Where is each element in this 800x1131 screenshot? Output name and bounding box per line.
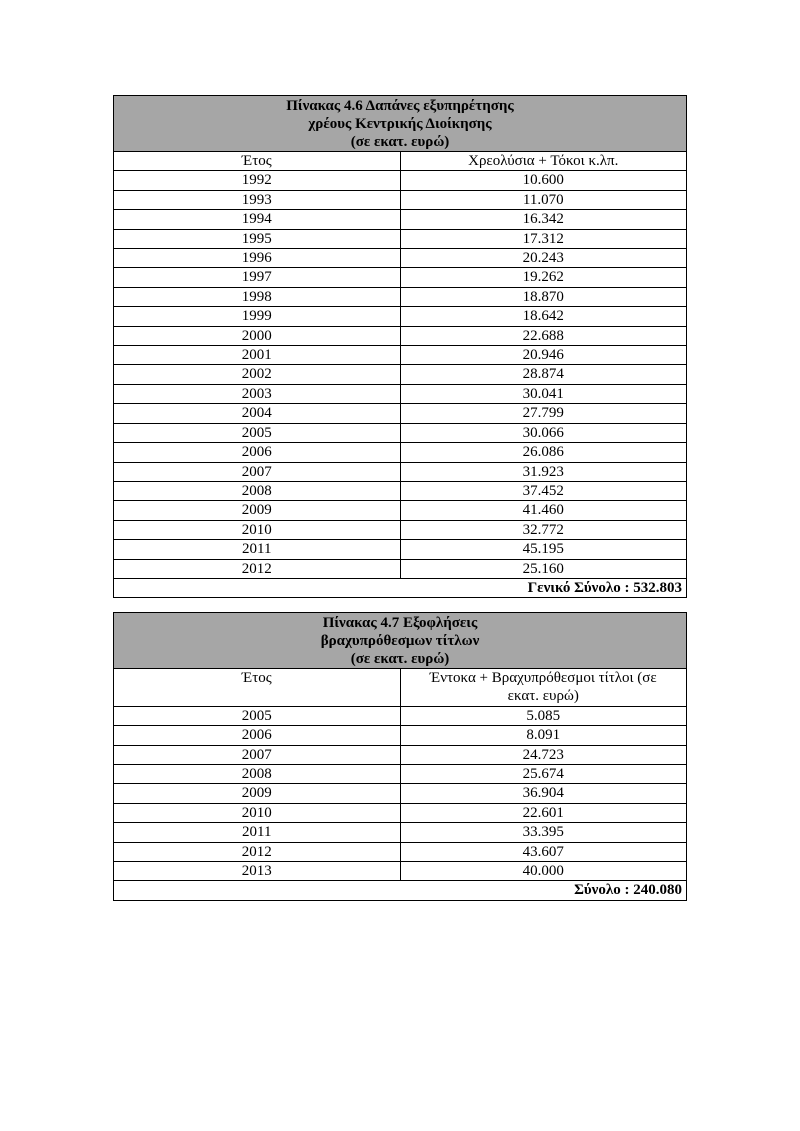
year-cell: 2005	[114, 423, 401, 442]
value-cell: 33.395	[400, 823, 687, 842]
year-cell: 1999	[114, 307, 401, 326]
table-row	[114, 706, 687, 725]
table-row	[114, 210, 687, 229]
year-cell: 2010	[114, 520, 401, 539]
header-row	[114, 669, 687, 707]
total: Σύνολο : 240.080	[114, 881, 687, 900]
table-row	[114, 745, 687, 764]
year-cell: 2008	[114, 765, 401, 784]
year-cell: 2000	[114, 326, 401, 345]
year-cell: 2006	[114, 726, 401, 745]
year-cell: 2001	[114, 346, 401, 365]
year-cell: 2012	[114, 559, 401, 578]
table-row	[114, 326, 687, 345]
header-row	[114, 152, 687, 171]
title-row	[114, 613, 687, 669]
short-term-rows	[114, 706, 687, 881]
value-cell: 37.452	[400, 481, 687, 500]
value-cell: 25.674	[400, 765, 687, 784]
value-cell: 17.312	[400, 229, 687, 248]
value-cell: 18.642	[400, 307, 687, 326]
table-title-line: βραχυπρόθεσμων τίτλων	[320, 633, 480, 649]
debt-service-table-body	[114, 96, 687, 171]
table-row	[114, 384, 687, 403]
value-cell: 30.041	[400, 384, 687, 403]
value-cell: 26.086	[400, 443, 687, 462]
value-cell: 31.923	[400, 462, 687, 481]
table-row	[114, 287, 687, 306]
table-title	[114, 613, 687, 669]
table-row	[114, 423, 687, 442]
value-cell: 30.066	[400, 423, 687, 442]
year-cell: 1997	[114, 268, 401, 287]
table-row	[114, 346, 687, 365]
table-row	[114, 171, 687, 190]
value-cell: 10.600	[400, 171, 687, 190]
value-cell: 25.160	[400, 559, 687, 578]
year-cell: 2009	[114, 784, 401, 803]
year-cell: 2007	[114, 462, 401, 481]
title-row	[114, 96, 687, 152]
value-cell: 36.904	[400, 784, 687, 803]
value-cell: 22.601	[400, 803, 687, 822]
value-cell: 20.946	[400, 346, 687, 365]
table-row	[114, 268, 687, 287]
column-header-year: Έτος	[114, 669, 401, 707]
year-cell: 2004	[114, 404, 401, 423]
column-header-year: Έτος	[114, 152, 401, 171]
table-row	[114, 481, 687, 500]
table-title-line: χρέους Κεντρικής Διοίκησης	[308, 116, 492, 132]
year-cell: 2010	[114, 803, 401, 822]
value-cell: 19.262	[400, 268, 687, 287]
year-cell: 2008	[114, 481, 401, 500]
year-cell: 1994	[114, 210, 401, 229]
year-cell: 2005	[114, 706, 401, 725]
table-row	[114, 803, 687, 822]
table-row	[114, 443, 687, 462]
table-row	[114, 462, 687, 481]
table-row	[114, 190, 687, 209]
year-cell: 2009	[114, 501, 401, 520]
value-cell: 28.874	[400, 365, 687, 384]
value-cell: 16.342	[400, 210, 687, 229]
table-title-line: (σε εκατ. ευρώ)	[350, 651, 450, 667]
table-row	[114, 249, 687, 268]
table-row	[114, 823, 687, 842]
table-row	[114, 842, 687, 861]
short-term-repayments-table	[113, 612, 687, 901]
table-title-line: (σε εκατ. ευρώ)	[350, 134, 450, 150]
value-cell: 27.799	[400, 404, 687, 423]
debt-service-footer	[114, 578, 687, 597]
table-row	[114, 784, 687, 803]
column-header-value-line: εκατ. ευρώ)	[507, 688, 579, 705]
total-row	[114, 578, 687, 597]
debt-service-rows	[114, 171, 687, 579]
year-cell: 1998	[114, 287, 401, 306]
year-cell: 1996	[114, 249, 401, 268]
value-cell: 5.085	[400, 706, 687, 725]
year-cell: 2006	[114, 443, 401, 462]
value-cell: 32.772	[400, 520, 687, 539]
table-row	[114, 501, 687, 520]
short-term-footer	[114, 881, 687, 900]
year-cell: 2002	[114, 365, 401, 384]
table-row	[114, 765, 687, 784]
year-cell: 2013	[114, 862, 401, 881]
year-cell: 1993	[114, 190, 401, 209]
value-cell: 43.607	[400, 842, 687, 861]
short-term-table-body	[114, 613, 687, 707]
table-row	[114, 229, 687, 248]
total-row	[114, 881, 687, 900]
table-title-line: Πίνακας 4.6 Δαπάνες εξυπηρέτησης	[286, 98, 514, 114]
value-cell: 22.688	[400, 326, 687, 345]
value-cell: 24.723	[400, 745, 687, 764]
value-cell: 11.070	[400, 190, 687, 209]
table-title-line: Πίνακας 4.7 Εξοφλήσεις	[322, 615, 478, 631]
value-cell: 20.243	[400, 249, 687, 268]
value-cell: 40.000	[400, 862, 687, 881]
table-row	[114, 862, 687, 881]
column-header-value-line: Έντοκα + Βραχυπρόθεσμοι τίτλοι (σε	[429, 670, 657, 686]
year-cell: 1992	[114, 171, 401, 190]
table-row	[114, 726, 687, 745]
grand-total: Γενικό Σύνολο : 532.803	[114, 578, 687, 597]
year-cell: 2011	[114, 823, 401, 842]
year-cell: 2012	[114, 842, 401, 861]
value-cell: 8.091	[400, 726, 687, 745]
table-row	[114, 559, 687, 578]
table-row	[114, 307, 687, 326]
debt-service-table	[113, 95, 687, 598]
year-cell: 2011	[114, 540, 401, 559]
table-row	[114, 540, 687, 559]
column-header-value	[400, 669, 687, 707]
year-cell: 2003	[114, 384, 401, 403]
value-cell: 45.195	[400, 540, 687, 559]
table-title	[114, 96, 687, 152]
year-cell: 1995	[114, 229, 401, 248]
table-row	[114, 365, 687, 384]
column-header-value: Χρεολύσια + Τόκοι κ.λπ.	[400, 152, 687, 171]
table-row	[114, 404, 687, 423]
value-cell: 18.870	[400, 287, 687, 306]
value-cell: 41.460	[400, 501, 687, 520]
table-row	[114, 520, 687, 539]
year-cell: 2007	[114, 745, 401, 764]
